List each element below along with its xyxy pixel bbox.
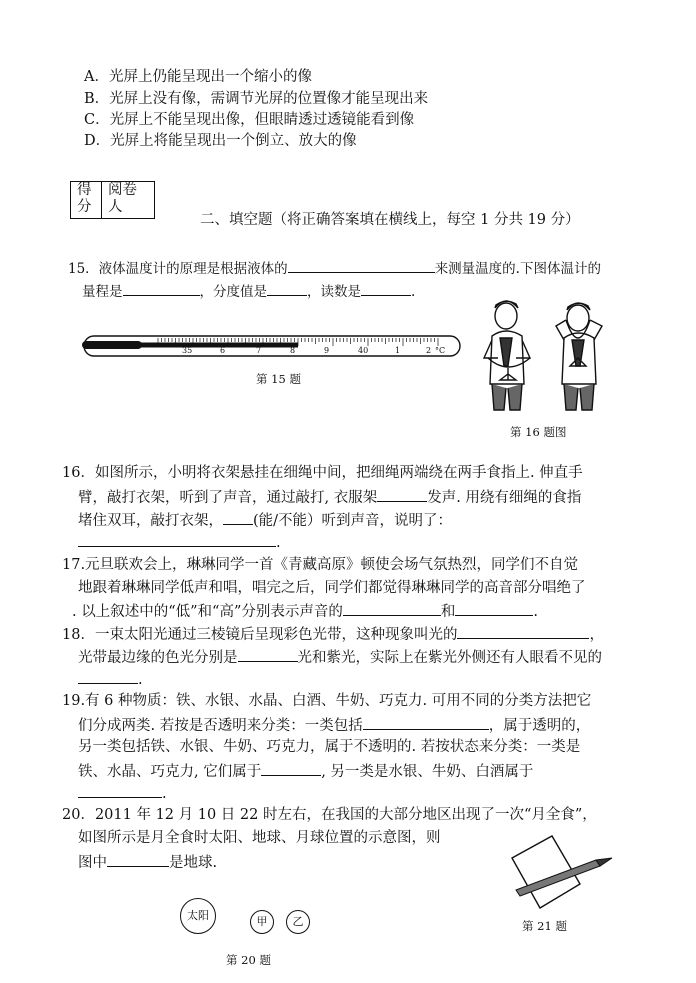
q16-text-d: (能/不能）听到声音，说明了： — [253, 513, 453, 529]
question-20-line3 — [78, 851, 217, 873]
pencil-card-figure — [500, 832, 620, 916]
question-16-line2 — [78, 486, 581, 508]
tick-label: 8 — [290, 346, 296, 355]
question-18-line2 — [78, 646, 602, 668]
blank-16-2[interactable] — [223, 509, 253, 525]
q15-text-e: ，读数是 — [307, 284, 361, 300]
sun-label: 太阳 — [187, 909, 209, 922]
person-right — [556, 303, 602, 410]
question-18-line3 — [78, 668, 143, 690]
tick-label: 40 — [358, 346, 369, 355]
blank-16-3[interactable] — [78, 531, 276, 547]
q18-text-e: . — [138, 672, 143, 688]
blank-15-4[interactable] — [361, 280, 411, 296]
q18-text-c: 光带最边缘的色光分别是 — [78, 650, 238, 666]
blank-16-1[interactable] — [377, 486, 427, 502]
q19-text-c: 铁、水晶、巧克力, 它们属于 — [78, 764, 262, 780]
people-figure — [478, 296, 618, 412]
option-d: D．光屏上将能呈现出一个倒立、放大的像 — [84, 133, 357, 149]
caption-20: 第 20 题 — [226, 953, 271, 967]
blank-18-2[interactable] — [238, 646, 298, 662]
q15-text-b: 来测量温度的.下图体温计的 — [434, 261, 601, 277]
q18-text-d: 光和紫光，实际上在紫光外侧还有人眼看不见的 — [297, 650, 602, 666]
grader-cell: 阅卷人 — [102, 182, 155, 219]
question-16-line3 — [78, 509, 452, 531]
question-20-line2: 如图所示是月全食时太阳、地球、月球位置的示意图，则 — [78, 830, 441, 846]
q17-text-b: 和 — [440, 604, 456, 620]
caption-15: 第 15 题 — [256, 372, 301, 386]
q20-text-a: 图中 — [78, 855, 107, 871]
q20-text-b: 是地球. — [169, 855, 218, 871]
tick-label: 1 — [395, 346, 401, 355]
q15-text-d: ，分度值是 — [199, 284, 267, 300]
blank-19-2[interactable] — [261, 760, 321, 776]
thermometer-labels — [78, 348, 466, 360]
question-18-line1 — [62, 623, 604, 645]
q16-text-c: 堵住双耳，敲打衣架， — [78, 513, 223, 529]
tick-label: 2 — [426, 346, 432, 355]
tick-label: 35 — [182, 346, 193, 355]
blank-17-2[interactable] — [455, 600, 533, 616]
question-15-line1 — [68, 257, 601, 279]
q15-text-a: 15．液体温度计的原理是根据液体的 — [68, 261, 288, 277]
q16-text-b: 发声. 用绕有细绳的食指 — [427, 490, 582, 506]
score-cell: 得分 — [71, 182, 102, 219]
blank-15-1[interactable] — [288, 257, 435, 273]
blank-18-1[interactable] — [457, 623, 589, 639]
q19-text-a: 们分成两类. 若按是否透明来分类：一类包括 — [78, 718, 363, 734]
unit-label: °C — [435, 346, 446, 355]
blank-15-2[interactable] — [123, 280, 200, 296]
q18-text-b: ， — [589, 627, 604, 643]
section-title: 二、填空题（将正确答案填在横线上，每空 1 分共 19 分） — [200, 212, 580, 228]
q17-text-a: . 以上叙述中的“低”和“高”分别表示声音的 — [72, 604, 343, 620]
q15-text-c: 量程是 — [82, 284, 123, 300]
question-19-line1: 19.有 6 种物质：铁、水银、水晶、白酒、牛奶、巧克力. 可用不同的分类方法把它 — [62, 693, 592, 709]
tick-label: 6 — [220, 346, 226, 355]
question-19-line3: 另一类包括铁、水银、牛奶、巧克力，属于不透明的. 若按状态来分类：一类是 — [78, 739, 581, 755]
tick-label: 9 — [324, 346, 330, 355]
blank-17-1[interactable] — [343, 600, 441, 616]
question-19-line4 — [78, 760, 533, 782]
caption-16: 第 16 题图 — [510, 425, 567, 439]
blank-19-3[interactable] — [78, 782, 162, 798]
q15-text-f: . — [411, 284, 416, 300]
option-c: C．光屏上不能呈现出像，但眼睛透过透镜能看到像 — [84, 112, 415, 128]
sun-circle — [180, 898, 216, 934]
score-table — [70, 181, 155, 219]
circle-yi — [286, 910, 310, 934]
question-16-line1: 16．如图所示，小明将衣架悬挂在细绳中间，把细绳两端绕在两手食指上. 伸直手 — [62, 465, 583, 481]
blank-20-1[interactable] — [107, 851, 169, 867]
question-17-line2: 地跟着琳琳同学低声和唱，唱完之后，同学们都觉得琳琳同学的高音部分唱绝了 — [78, 580, 586, 596]
question-19-line5 — [78, 782, 167, 804]
q19-text-d: , 另一类是水银、牛奶、白酒属于 — [321, 764, 534, 780]
question-17-line3 — [72, 600, 538, 622]
caption-21: 第 21 题 — [522, 919, 567, 933]
person-left — [484, 301, 530, 410]
question-20-line1: 20．2011 年 12 月 10 日 22 时左右，在我国的大部分地区出现了一次“月全食”， — [62, 807, 597, 823]
blank-19-1[interactable] — [363, 714, 489, 730]
option-a: A．光屏上仍能呈现出一个缩小的像 — [84, 69, 312, 85]
q16-text-e: . — [276, 535, 281, 551]
q16-text-a: 臂，敲打衣架，听到了声音，通过敲打, 衣服架 — [78, 490, 378, 506]
question-19-line2 — [78, 714, 590, 736]
q19-text-b: ，属于透明的， — [488, 718, 591, 734]
yi-label: 乙 — [292, 915, 304, 928]
question-16-line4 — [78, 531, 281, 553]
q19-text-e: . — [162, 786, 167, 802]
q17-text-c: . — [533, 604, 538, 620]
q18-text-a: 18．一束太阳光通过三棱镜后呈现彩色光带，这种现象叫光的 — [62, 627, 458, 643]
option-b: B．光屏上没有像，需调节光屏的位置像才能呈现出来 — [84, 91, 429, 107]
circle-jia — [250, 910, 274, 934]
question-17-line1: 17.元旦联欢会上，琳琳同学一首《青藏高原》顿使会场气氛热烈，同学们不自觉 — [62, 557, 579, 573]
question-15-line2 — [82, 280, 415, 302]
tick-label: 7 — [256, 346, 262, 355]
blank-18-3[interactable] — [78, 668, 138, 684]
blank-15-3[interactable] — [267, 280, 307, 296]
jia-label: 甲 — [256, 915, 268, 928]
